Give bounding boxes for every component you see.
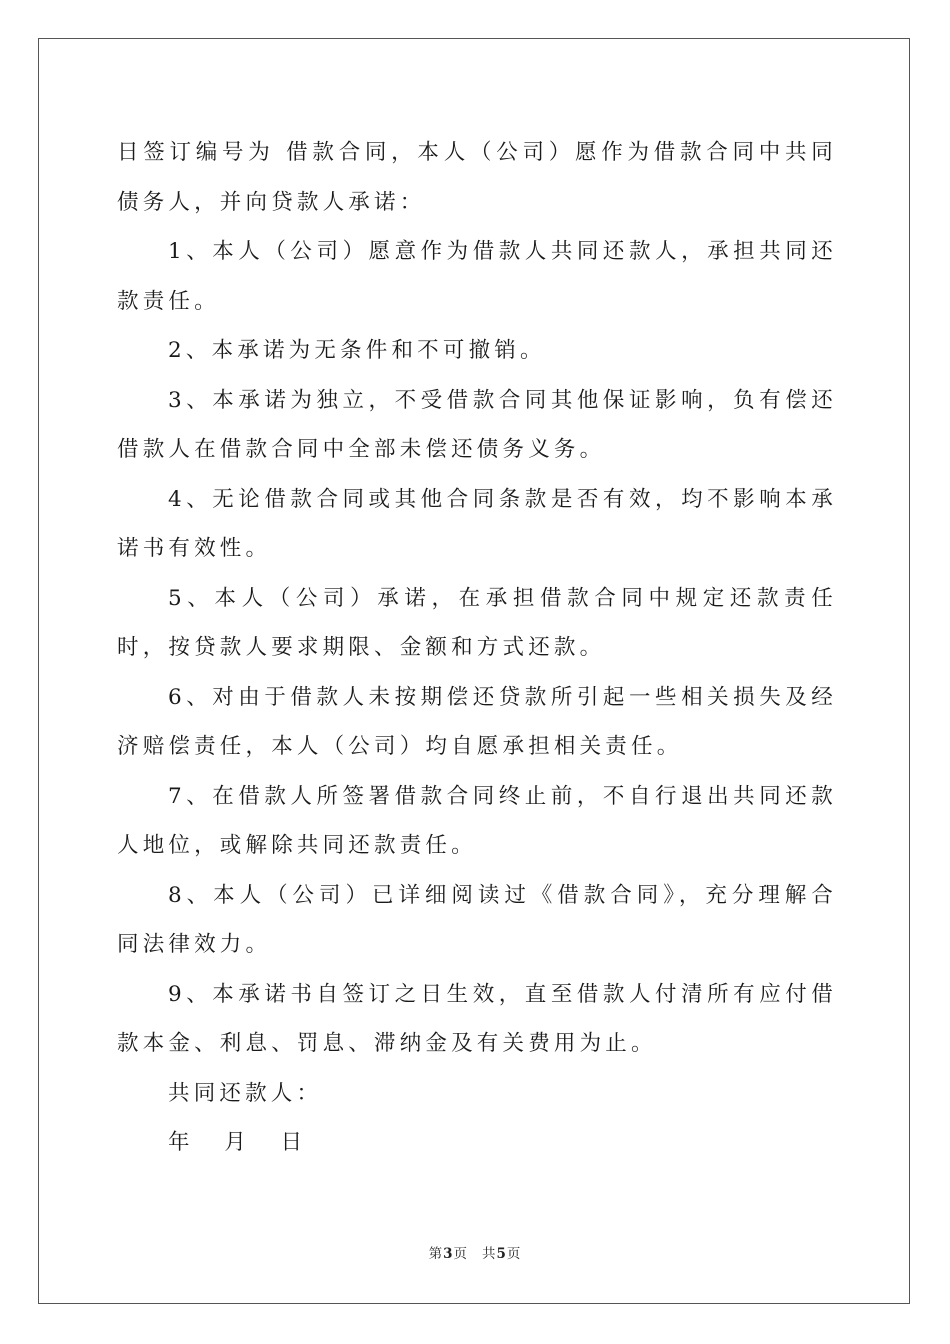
paragraph-item-8: 8、本人（公司）已详细阅读过《借款合同》，充分理解合同法律效力。 (117, 882, 837, 957)
date-line: 年 月 日 (168, 1130, 317, 1155)
page-suffix: 页 (453, 1246, 468, 1262)
paragraph-item-1: 1、本人（公司）愿意作为借款人共同还款人，承担共同还款责任。 (117, 239, 837, 314)
signature-block (117, 1069, 837, 1168)
paragraph-item-4: 4、无论借款合同或其他合同条款是否有效，均不影响本承诺书有效性。 (117, 486, 837, 561)
paragraph-item-3: 3、本承诺为独立，不受借款合同其他保证影响，负有偿还借款人在借款合同中全部未偿还债务义务。 (117, 387, 837, 462)
total-prefix: 共 (482, 1246, 497, 1262)
page-prefix: 第 (428, 1246, 444, 1262)
page-footer (0, 1244, 950, 1264)
paragraph-item-6: 6、对由于借款人未按期偿还贷款所引起一些相关损失及经济赔偿责任，本人（公司）均自愿承担相关责任。 (117, 684, 837, 759)
document-body (117, 128, 837, 1168)
total-suffix: 页 (506, 1246, 522, 1262)
paragraph-item-9: 9、本承诺书自签订之日生效，直至借款人付清所有应付借款本金、利息、罚息、滞纳金及有关费用为止。 (117, 981, 837, 1056)
paragraph-item-5: 5、本人（公司）承诺，在承担借款合同中规定还款责任时，按贷款人要求期限、金额和方式还款。 (117, 585, 837, 660)
total-page-number: 5 (496, 1246, 507, 1262)
signature-label: 共同还款人： (168, 1080, 323, 1106)
paragraph-item-2: 2、本承诺为无条件和不可撤销。 (168, 338, 546, 363)
current-page-number: 3 (443, 1246, 454, 1262)
paragraph-intro: 日签订编号为 借款合同，本人（公司）愿作为借款合同中共同债务人，并向贷款人承诺： (117, 140, 837, 215)
paragraph-item-7: 7、在借款人所签署借款合同终止前，不自行退出共同还款人地位，或解除共同还款责任。 (117, 783, 837, 858)
